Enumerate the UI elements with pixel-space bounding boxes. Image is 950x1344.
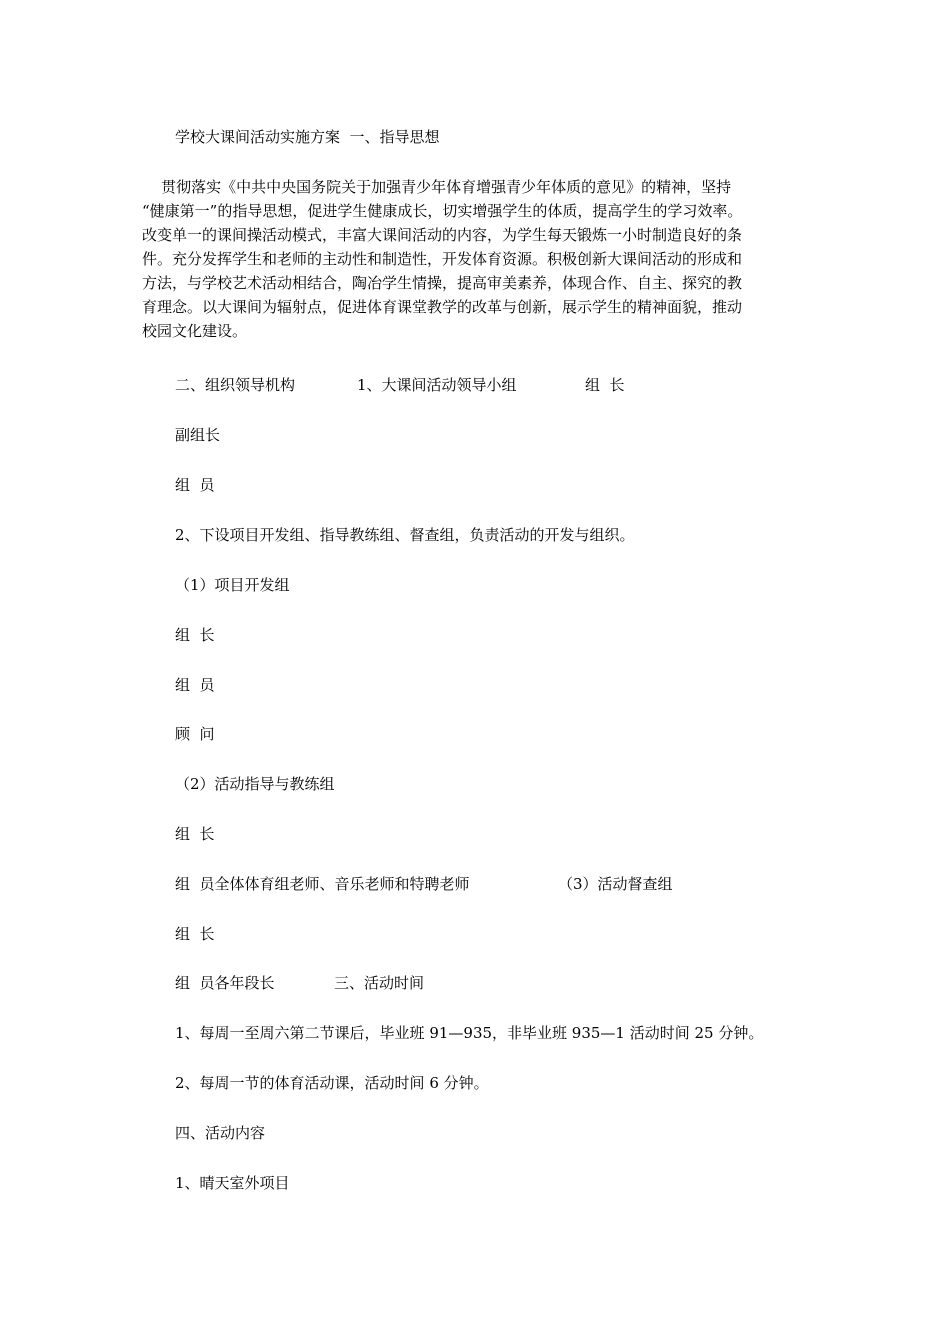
deputy-label: 副组长 [175, 426, 221, 444]
time-heading: 三、活动时间 [334, 974, 425, 992]
doc-title-line: 学校大课间活动实施方案 一、指导思想 [175, 128, 440, 146]
org-leader-label: 组 长 [585, 376, 625, 394]
content-item-1: 1、晴天室外项目 [175, 1174, 290, 1192]
intro-line-5: 方法，与学校艺术活动相结合，陶冶学生情操，提高审美素养，体现合作、自主、探究的教 [142, 274, 743, 292]
group3-member: 组 员各年段长 [175, 974, 275, 992]
intro-line-4: 件。充分发挥学生和老师的主动性和制造性，开发体育资源。积极创新大课间活动的形成和 [142, 250, 743, 268]
group2-title: （2）活动指导与教练组 [175, 775, 335, 793]
time-item-2: 2、每周一节的体育活动课，活动时间 6 分钟。 [175, 1074, 489, 1092]
intro-line-3: 改变单一的课间操活动模式，丰富大课间活动的内容，为学生每天锻炼一小时制造良好的条 [142, 226, 743, 244]
group1-leader: 组 长 [175, 626, 215, 644]
group1-advisor: 顾 问 [175, 725, 215, 743]
intro-line-2: “健康第一”的指导思想，促进学生健康成长，切实增强学生的体质，提高学生的学习效率。 [142, 202, 743, 220]
intro-line-6: 育理念。以大课间为辐射点，促进体育课堂教学的改革与创新，展示学生的精神面貌，推动 [142, 298, 743, 316]
org-subheading: 1、大课间活动领导小组 [357, 376, 517, 394]
org-heading: 二、组织领导机构 [175, 376, 296, 394]
time-item-1: 1、每周一至周六第二节课后，毕业班 91—935，非毕业班 935—1 活动时间 25 分钟。 [175, 1024, 764, 1042]
group3-title: （3）活动督查组 [558, 875, 673, 893]
group3-leader: 组 长 [175, 925, 215, 943]
intro-line-7: 校园文化建设。 [142, 322, 248, 340]
sub-groups-text: 2、下设项目开发组、指导教练组、督查组，负责活动的开发与组织。 [175, 526, 635, 544]
group2-leader: 组 长 [175, 825, 215, 843]
group1-member: 组 员 [175, 676, 215, 694]
member-label: 组 员 [175, 476, 215, 494]
group1-title: （1）项目开发组 [175, 576, 290, 594]
intro-line-1: 贯彻落实《中共中央国务院关于加强青少年体育增强青少年体质的意见》的精神，坚持 [142, 178, 732, 196]
intro-paragraph [142, 175, 820, 343]
content-heading: 四、活动内容 [175, 1124, 266, 1142]
group2-member: 组 员全体体育组老师、音乐老师和特聘老师 [175, 875, 470, 893]
